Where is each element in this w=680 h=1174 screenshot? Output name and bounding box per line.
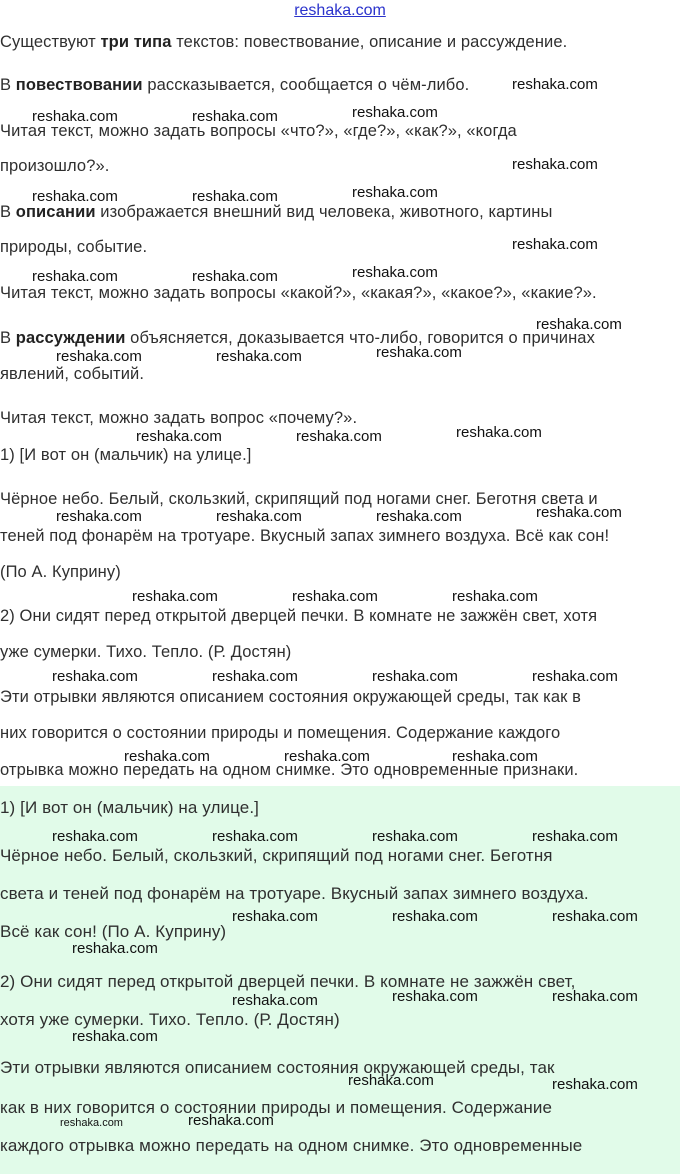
watermark: reshaka.com	[512, 156, 598, 173]
intro-paragraph-types: Существуют три типа текстов: повествование, описание и рассуждение.	[0, 33, 568, 51]
conclusion-line-3: отрывка можно передать на одном снимке. Это одновременные признаки.	[0, 761, 579, 779]
watermark: reshaka.com	[32, 188, 118, 205]
excerpt-1-line-2: теней под фонарём на тротуаре. Вкусный запах зимнего воздуха. Всё как сон!	[0, 527, 610, 545]
description-definition-end: природы, событие.	[0, 238, 148, 256]
reasoning-question: Читая текст, можно задать вопрос «почему?».	[0, 409, 358, 427]
watermark: reshaka.com	[552, 1076, 638, 1093]
watermark: reshaka.com	[52, 828, 138, 845]
description-definition: В описании изображается внешний вид человека, животного, картины	[0, 203, 553, 221]
watermark: reshaka.com	[352, 264, 438, 281]
watermark: reshaka.com	[296, 428, 382, 445]
watermark: reshaka.com	[192, 108, 278, 125]
watermark: reshaka.com	[372, 828, 458, 845]
watermark: reshaka.com	[512, 236, 598, 253]
watermark: reshaka.com	[232, 908, 318, 925]
reasoning-definition-end: явлений, событий.	[0, 365, 145, 383]
watermark: reshaka.com	[376, 508, 462, 525]
watermark: reshaka.com	[216, 348, 302, 365]
answer-excerpt-2-line-2: хотя уже сумерки. Тихо. Тепло. (Р. Достян)	[0, 1010, 340, 1029]
watermark: reshaka.com	[136, 428, 222, 445]
watermark: reshaka.com	[452, 588, 538, 605]
narration-questions: Читая текст, можно задать вопросы «что?», «где?», «как?», «когда	[0, 122, 517, 140]
excerpt-1-line-1: Чёрное небо. Белый, скользкий, скрипящий под ногами снег. Беготня света и	[0, 490, 598, 508]
watermark: reshaka.com	[32, 108, 118, 125]
answer-excerpt-1-line-1: Чёрное небо. Белый, скользкий, скрипящий под ногами снег. Беготня	[0, 846, 553, 865]
watermark: reshaka.com	[124, 748, 210, 765]
watermark: reshaka.com	[392, 988, 478, 1005]
watermark: reshaka.com	[352, 104, 438, 121]
reasoning-definition: В рассуждении объясняется, доказывается что-либо, говорится о причинах	[0, 329, 595, 347]
watermark: reshaka.com	[376, 344, 462, 361]
watermark: reshaka.com	[532, 828, 618, 845]
excerpt-1-source: (По А. Куприну)	[0, 563, 121, 581]
watermark: reshaka.com	[452, 748, 538, 765]
watermark: reshaka.com	[232, 992, 318, 1009]
watermark: reshaka.com	[348, 1072, 434, 1089]
answer-excerpt-1-line-2: света и теней под фонарём на тротуаре. Вкусный запах зимнего воздуха.	[0, 884, 589, 903]
watermark: reshaka.com	[72, 940, 158, 957]
watermark: reshaka.com	[552, 908, 638, 925]
watermark: reshaka.com	[188, 1112, 274, 1129]
watermark: reshaka.com	[32, 268, 118, 285]
watermark: reshaka.com	[72, 1028, 158, 1045]
watermark: reshaka.com	[392, 908, 478, 925]
answer-excerpt-1-line-3: Всё как сон! (По А. Куприну)	[0, 922, 227, 941]
watermark: reshaka.com	[292, 588, 378, 605]
watermark: reshaka.com	[352, 184, 438, 201]
site-link[interactable]: reshaka.com	[294, 2, 386, 19]
answer-excerpt-1-title: 1) [И вот он (мальчик) на улице.]	[0, 798, 259, 817]
watermark: reshaka.com	[512, 76, 598, 93]
watermark: reshaka.com	[372, 668, 458, 685]
watermark: reshaka.com	[60, 1117, 123, 1129]
watermark: reshaka.com	[536, 504, 622, 521]
watermark: reshaka.com	[56, 348, 142, 365]
answer-excerpt-2-line-1: 2) Они сидят перед открытой дверцей печки. В комнате не зажжён свет,	[0, 972, 576, 991]
description-questions: Читая текст, можно задать вопросы «какой?», «какая?», «какое?», «какие?».	[0, 284, 597, 302]
answer-conclusion-line-1: Эти отрывки являются описанием состояния окружающей среды, так	[0, 1058, 555, 1077]
watermark: reshaka.com	[216, 508, 302, 525]
watermark: reshaka.com	[52, 668, 138, 685]
watermark: reshaka.com	[212, 668, 298, 685]
watermark: reshaka.com	[456, 424, 542, 441]
watermark: reshaka.com	[192, 268, 278, 285]
watermark: reshaka.com	[132, 588, 218, 605]
answer-conclusion-line-3: каждого отрывка можно передать на одном снимке. Это одновременные	[0, 1136, 583, 1155]
conclusion-line-1: Эти отрывки являются описанием состояния окружающей среды, так как в	[0, 688, 581, 706]
watermark: reshaka.com	[552, 988, 638, 1005]
watermark: reshaka.com	[532, 668, 618, 685]
watermark: reshaka.com	[192, 188, 278, 205]
watermark: reshaka.com	[212, 828, 298, 845]
watermark: reshaka.com	[536, 316, 622, 333]
watermark: reshaka.com	[56, 508, 142, 525]
excerpt-2-line-1: 2) Они сидят перед открытой дверцей печки. В комнате не зажжён свет, хотя	[0, 607, 598, 625]
narration-questions-end: произошло?».	[0, 157, 110, 175]
narration-definition: В повествовании рассказывается, сообщается о чём-либо.	[0, 76, 470, 94]
conclusion-line-2: них говорится о состоянии природы и помещения. Содержание каждого	[0, 724, 561, 742]
watermark: reshaka.com	[284, 748, 370, 765]
excerpt-1-title: 1) [И вот он (мальчик) на улице.]	[0, 446, 252, 464]
answer-conclusion-line-2: как в них говорится о состоянии природы и помещения. Содержание	[0, 1098, 553, 1117]
excerpt-2-line-2: уже сумерки. Тихо. Тепло. (Р. Достян)	[0, 643, 292, 661]
